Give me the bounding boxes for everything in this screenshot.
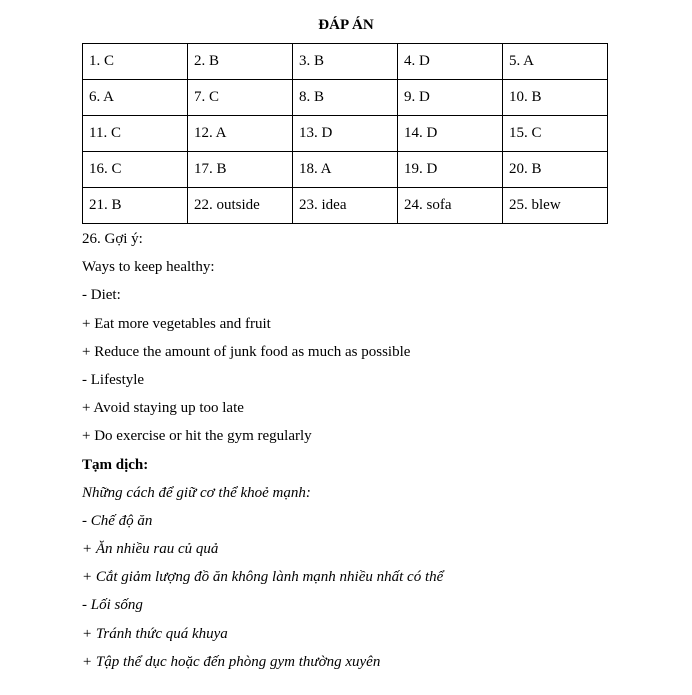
- table-cell: 6. A: [83, 80, 188, 116]
- text-line: - Diet:: [82, 287, 121, 304]
- translation-heading: Tạm dịch:: [82, 456, 149, 473]
- text-line: - Lifestyle: [82, 371, 145, 388]
- table-cell: 20. B: [503, 152, 608, 188]
- table-cell: 4. D: [398, 44, 503, 80]
- table-cell: 11. C: [83, 116, 188, 152]
- table-cell: 22. outside: [188, 188, 293, 224]
- table-row: [83, 116, 608, 152]
- table-cell: 16. C: [83, 152, 188, 188]
- table-cell: 18. A: [293, 152, 398, 188]
- table-cell: 13. D: [293, 116, 398, 152]
- translation-line: - Lối sống: [82, 597, 143, 614]
- answer-table: [82, 43, 608, 224]
- table-cell: 12. A: [188, 116, 293, 152]
- text-line: + Reduce the amount of junk food as much as possible: [82, 343, 411, 360]
- table-cell: 19. D: [398, 152, 503, 188]
- table-cell: 10. B: [503, 80, 608, 116]
- translation-line: + Tránh thức quá khuya: [82, 625, 228, 642]
- translation-line: + Tập thể dục hoặc đến phòng gym thường xuyên: [82, 653, 381, 670]
- answer-explanation: [82, 229, 682, 680]
- text-line: + Avoid staying up too late: [82, 400, 244, 417]
- table-cell: 8. B: [293, 80, 398, 116]
- translation-line: Những cách để giữ cơ thể khoẻ mạnh:: [82, 484, 311, 501]
- table-cell: 21. B: [83, 188, 188, 224]
- page-title: ĐÁP ÁN: [318, 17, 374, 33]
- table-cell: 9. D: [398, 80, 503, 116]
- table-cell: 14. D: [398, 116, 503, 152]
- table-cell: 17. B: [188, 152, 293, 188]
- table-row: [83, 44, 608, 80]
- table-cell: 5. A: [503, 44, 608, 80]
- question-26-heading: 26. Gợi ý:: [82, 231, 143, 247]
- table-row: [83, 80, 608, 116]
- table-cell: 2. B: [188, 44, 293, 80]
- translation-line: + Ăn nhiều rau củ quả: [82, 541, 219, 558]
- table-cell: 24. sofa: [398, 188, 503, 224]
- table-row: [83, 188, 608, 224]
- table-cell: 23. idea: [293, 188, 398, 224]
- table-row: [83, 152, 608, 188]
- table-cell: 25. blew: [503, 188, 608, 224]
- table-cell: 15. C: [503, 116, 608, 152]
- text-line: + Eat more vegetables and fruit: [82, 315, 271, 332]
- text-line: Ways to keep healthy:: [82, 259, 215, 276]
- table-cell: 3. B: [293, 44, 398, 80]
- translation-line: + Cắt giảm lượng đồ ăn không lành mạnh nhiều nhất có thể: [82, 569, 444, 586]
- table-cell: 7. C: [188, 80, 293, 116]
- translation-line: - Chế độ ăn: [82, 512, 153, 529]
- table-cell: 1. C: [83, 44, 188, 80]
- text-line: + Do exercise or hit the gym regularly: [82, 428, 312, 445]
